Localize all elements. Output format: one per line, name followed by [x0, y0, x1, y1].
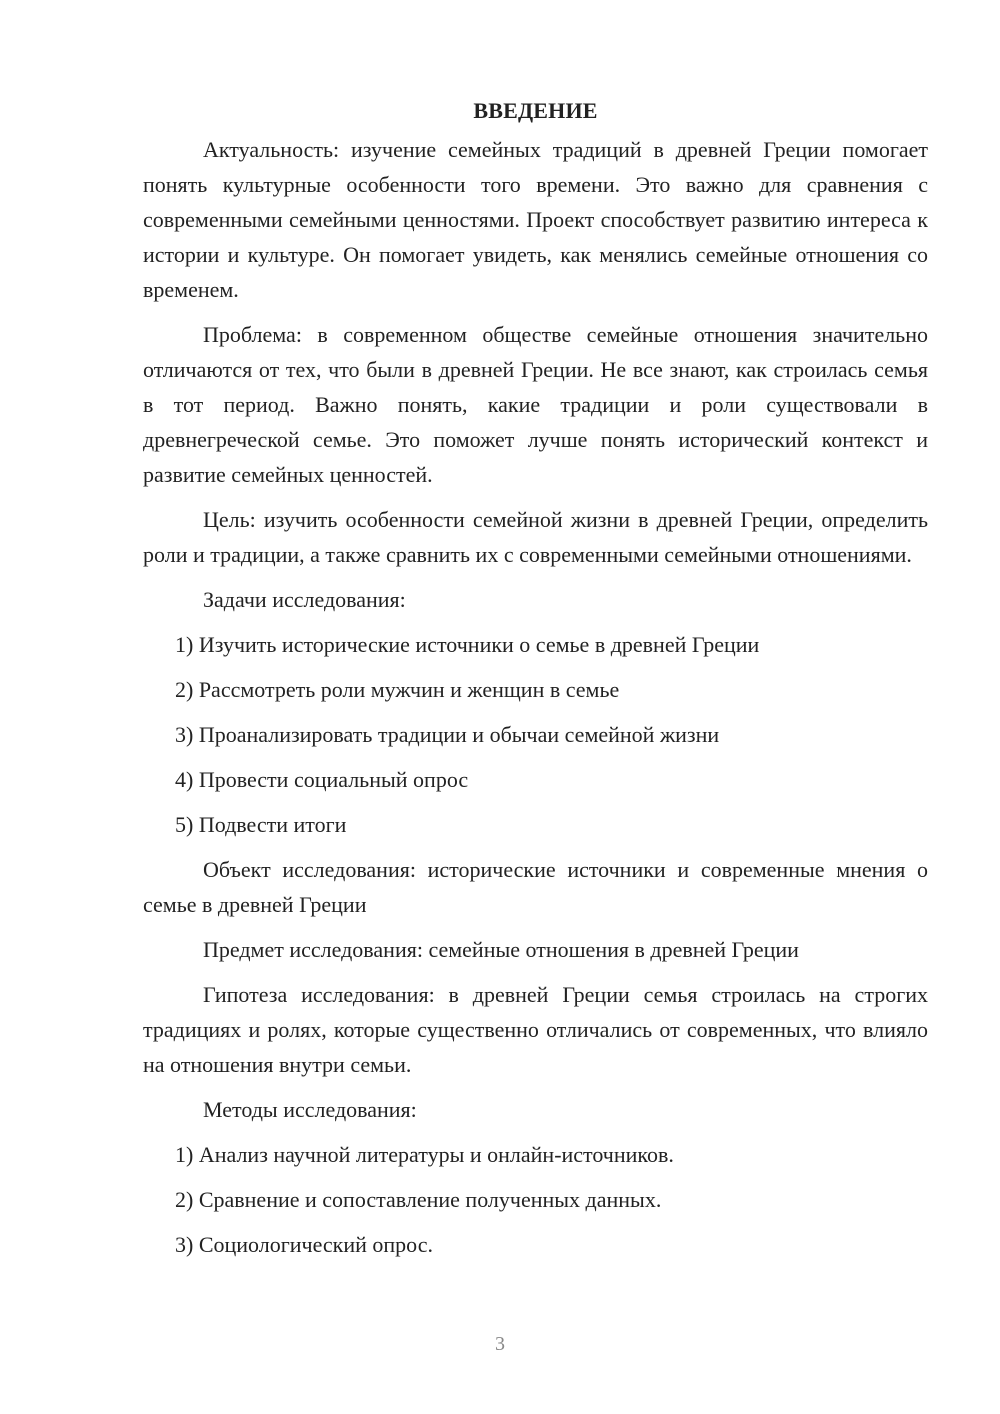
- task-item: 5) Подвести итоги: [175, 812, 347, 837]
- method-item: 3) Социологический опрос.: [175, 1232, 433, 1257]
- page-number: 3: [495, 1333, 505, 1355]
- subject-paragraph: Предмет исследования: семейные отношения в древней Греции: [203, 937, 799, 962]
- task-item: 2) Рассмотреть роли мужчин и женщин в семье: [175, 677, 620, 702]
- task-item: 4) Провести социальный опрос: [175, 767, 469, 792]
- hypothesis-paragraph: Гипотеза исследования: в древней Греции семья строилась на строгих традициях и ролях, которые существенно отличались от современных, что влияло на отношения внутри семьи.: [143, 982, 928, 1077]
- method-item: 2) Сравнение и сопоставление полученных данных.: [175, 1187, 662, 1212]
- methods-label: Методы исследования:: [203, 1097, 417, 1122]
- goal-paragraph: Цель: изучить особенности семейной жизни в древней Греции, определить роли и традиции, а также сравнить их с современными семейными отношениями.: [143, 507, 928, 567]
- problem-paragraph: Проблема: в современном обществе семейные отношения значительно отличаются от тех, что были в древней Греции. Не все знают, как строилась семья в тот период. Важно понять, какие традиции и роли существовали в древнегреческой семье. Это поможет лучше понять исторический контекст и развитие семейных ценностей.: [143, 322, 928, 487]
- document-page: [143, 96, 928, 1272]
- methods-list: [143, 1137, 928, 1262]
- task-item: 3) Проанализировать традиции и обычаи семейной жизни: [175, 722, 720, 747]
- object-paragraph: Объект исследования: исторические источники и современные мнения о семье в древней Греции: [143, 857, 928, 917]
- relevance-paragraph: Актуальность: изучение семейных традиций в древней Греции помогает понять культурные особенности того времени. Это важно для сравнения с современными семейными ценностями. Проект способствует развитию интереса к истории и культуре. Он помогает увидеть, как менялись семейные отношения со временем.: [143, 137, 928, 302]
- tasks-list: [143, 627, 928, 842]
- tasks-label: Задачи исследования:: [203, 587, 406, 612]
- task-item: 1) Изучить исторические источники о семье в древней Греции: [175, 632, 760, 657]
- method-item: 1) Анализ научной литературы и онлайн-источников.: [175, 1142, 674, 1167]
- section-title: ВВЕДЕНИЕ: [473, 98, 598, 123]
